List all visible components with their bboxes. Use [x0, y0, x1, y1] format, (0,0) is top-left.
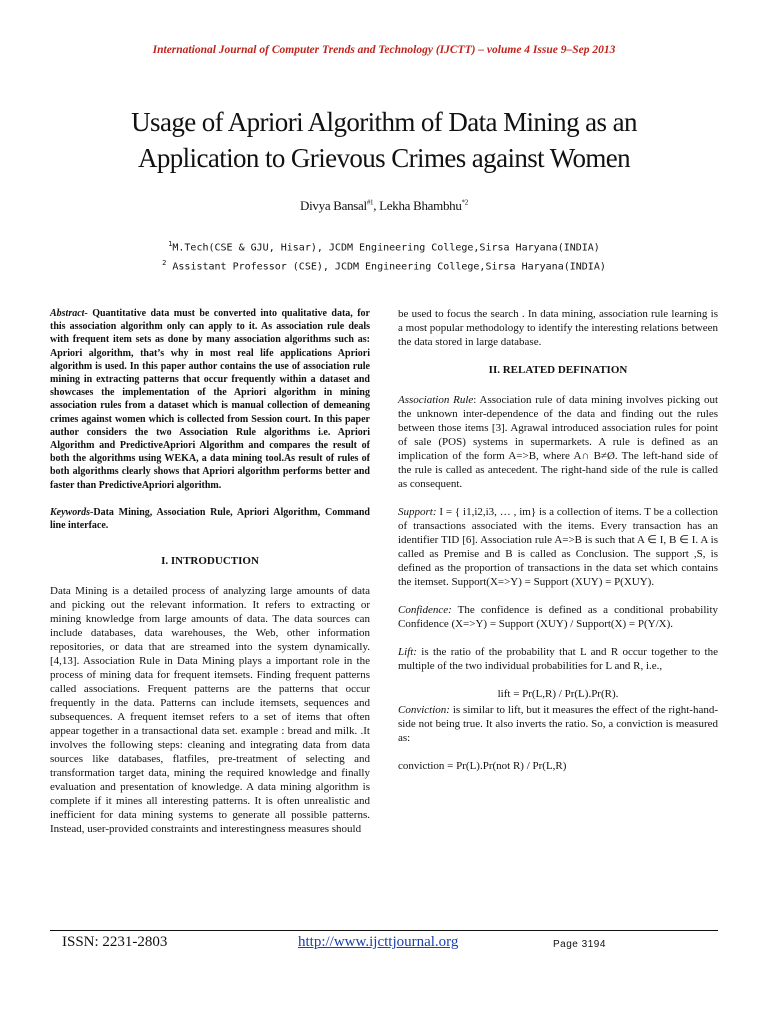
abstract — [50, 307, 370, 492]
confidence-term: Confidence: — [398, 604, 452, 616]
page-footer — [50, 930, 718, 955]
title-line-2: Application to Grievous Crimes against Women — [137, 143, 631, 173]
author-list — [0, 198, 768, 214]
conviction-text: is similar to lift, but it measures the effect of the right-hand-side not being true. It also inverts the ratio. So, a conviction is measured as: — [398, 704, 718, 744]
keywords-label: Keywords- — [50, 506, 94, 518]
left-column — [50, 307, 370, 850]
author-1-marker: #1 — [366, 198, 374, 207]
support-term: Support: — [398, 506, 437, 518]
abstract-label: Abstract- — [50, 308, 88, 319]
section-heading-related-definition: II. RELATED DEFINATION — [488, 364, 628, 376]
introduction-paragraph: Data Mining is a detailed process of analyzing large amounts of data and picking out the relevant information. It refers to extracting or mining knowledge from large amounts of data. The data sources can include databases, data warehouses, the Web, other information repositories, or data that are streamed into the system dynamically. [4,13]. Association Rule in Data Mining plays a important role in the process of mining data for frequent itemsets. Finding frequent patterns called associations. Frequent patterns are the patterns that occur frequently in the data. Patterns can include itemsets, sequences and subsequences. A frequent itemset refers to a set of items that often appear together in a transactional data set. example : bread and milk. .It involves the following steps: cleaning and integrating data from data sources like databases, flatfiles, pre-treatment of selecting and transformation target data, mining the required knowledge and finally evaluation and presentation of knowledge. A data mining algorithm is complete if it mines all interesting patterns. It is often unrealistic and inefficient for data mining systems to generate all possible patterns. Instead, user-provided constraints and interestingness measures should — [50, 585, 370, 836]
journal-header: International Journal of Computer Trends and Technology (IJCTT) – volume 4 Issue 9–Sep 2013 — [152, 44, 616, 56]
section-heading-introduction: I. INTRODUCTION — [161, 555, 259, 568]
conviction-term: Conviction: — [398, 704, 450, 716]
abstract-text: Quantitative data must be converted into qualitative data, for this association algorithm only can apply to it. As association rule deals with frequent item sets as done by many association algorithms such as: Apriori algorithm, that’s why in most real life applications Apriori algorithm is used. In this paper author contains the use of association rule mining in extracting patterns that occur frequently within a dataset and showcases the implementation of the Apriori algorithm in mining association rules from a dataset which is manual collection of demeaning crimes against women which is collected from Session court. In this paper author considers the two Association Rule algorithms i.e. Apriori Algorithm and PredictiveApriori Algorithm and compares the result of both the algorithms using WEKA, a data mining tool.As result of rules of both algorithms clearly shows that Apriori algorithm performs better and faster than PredictiveApriori algorithm. — [50, 308, 370, 491]
lift-term: Lift: — [398, 646, 417, 658]
author-2-marker: *2 — [461, 198, 468, 207]
lift-paragraph — [398, 645, 718, 673]
association-rule-text: : Association rule of data mining involves picking out the unknown inter-dependence of the data and finding out the rules between those items [3]. Agrawal introduced association rules for point of sale (POS) systems in supermarkets. A rule is defined as an implication of the form A=>B, where A∩ B≠Ø. The left-hand side of the rule is called as antecedent. The right-hand side of the rule is called as consequent. — [398, 394, 718, 490]
author-separator: , — [373, 198, 380, 213]
author-2: Lekha Bhambhu — [379, 198, 462, 213]
affiliation-1-text: M.Tech(CSE & GJU, Hisar), JCDM Engineering College,Sirsa Haryana(INDIA) — [172, 242, 600, 254]
right-column — [398, 307, 718, 787]
affiliation-2 — [0, 259, 768, 272]
affiliation-2-marker: 2 — [162, 259, 167, 267]
introduction-continuation: be used to focus the search . In data mining, association rule learning is a most popular methodology to identify the interesting relations between the data stored in large database. — [398, 308, 718, 348]
paper-title — [60, 104, 708, 176]
conviction-paragraph — [398, 703, 718, 745]
affiliation-1-marker: 1 — [168, 240, 173, 248]
issn-label: ISSN: 2231-2803 — [62, 934, 168, 950]
support-paragraph — [398, 505, 718, 589]
page-number: Page 3194 — [553, 939, 606, 950]
support-text: I = { i1,i2,i3, … , im} is a collection of items. T be a collection of transactions associated with the items. Every transaction has an identifier TID [6]. Association rule A=>B is such that A ∈ I, B ∈ I. A is called as Premise and B is called as Conclusion. The support ,S, is defined as the proportion of transactions in the data set which contains the itemset. Support(X=>Y) = Support (XUY) = P(XUY). — [398, 506, 718, 588]
journal-link[interactable]: http://www.ijcttjournal.org — [298, 934, 459, 950]
author-1: Divya Bansal — [300, 198, 367, 213]
keywords-text: Data Mining, Association Rule, Apriori Algorithm, Command line interface. — [50, 506, 370, 532]
conviction-formula: conviction = Pr(L).Pr(not R) / Pr(L,R) — [398, 760, 567, 772]
affiliation-2-text: Assistant Professor (CSE), JCDM Engineering College,Sirsa Haryana(INDIA) — [166, 261, 606, 273]
association-rule-term: Association Rule — [398, 394, 474, 406]
confidence-text: The confidence is defined as a conditional probability Confidence (X=>Y) = Support (XUY) / Support(X) = P(Y/X). — [398, 604, 718, 630]
keywords — [50, 506, 370, 532]
confidence-paragraph — [398, 603, 718, 631]
title-line-1: Usage of Apriori Algorithm of Data Mining as an — [131, 107, 637, 137]
association-rule-paragraph — [398, 393, 718, 491]
lift-formula: lift = Pr(L,R) / Pr(L).Pr(R). — [497, 688, 619, 700]
affiliation-1 — [0, 240, 768, 253]
lift-text: is the ratio of the probability that L and R occur together to the multiple of the two individual probabilities for L and R, i.e., — [398, 646, 718, 672]
